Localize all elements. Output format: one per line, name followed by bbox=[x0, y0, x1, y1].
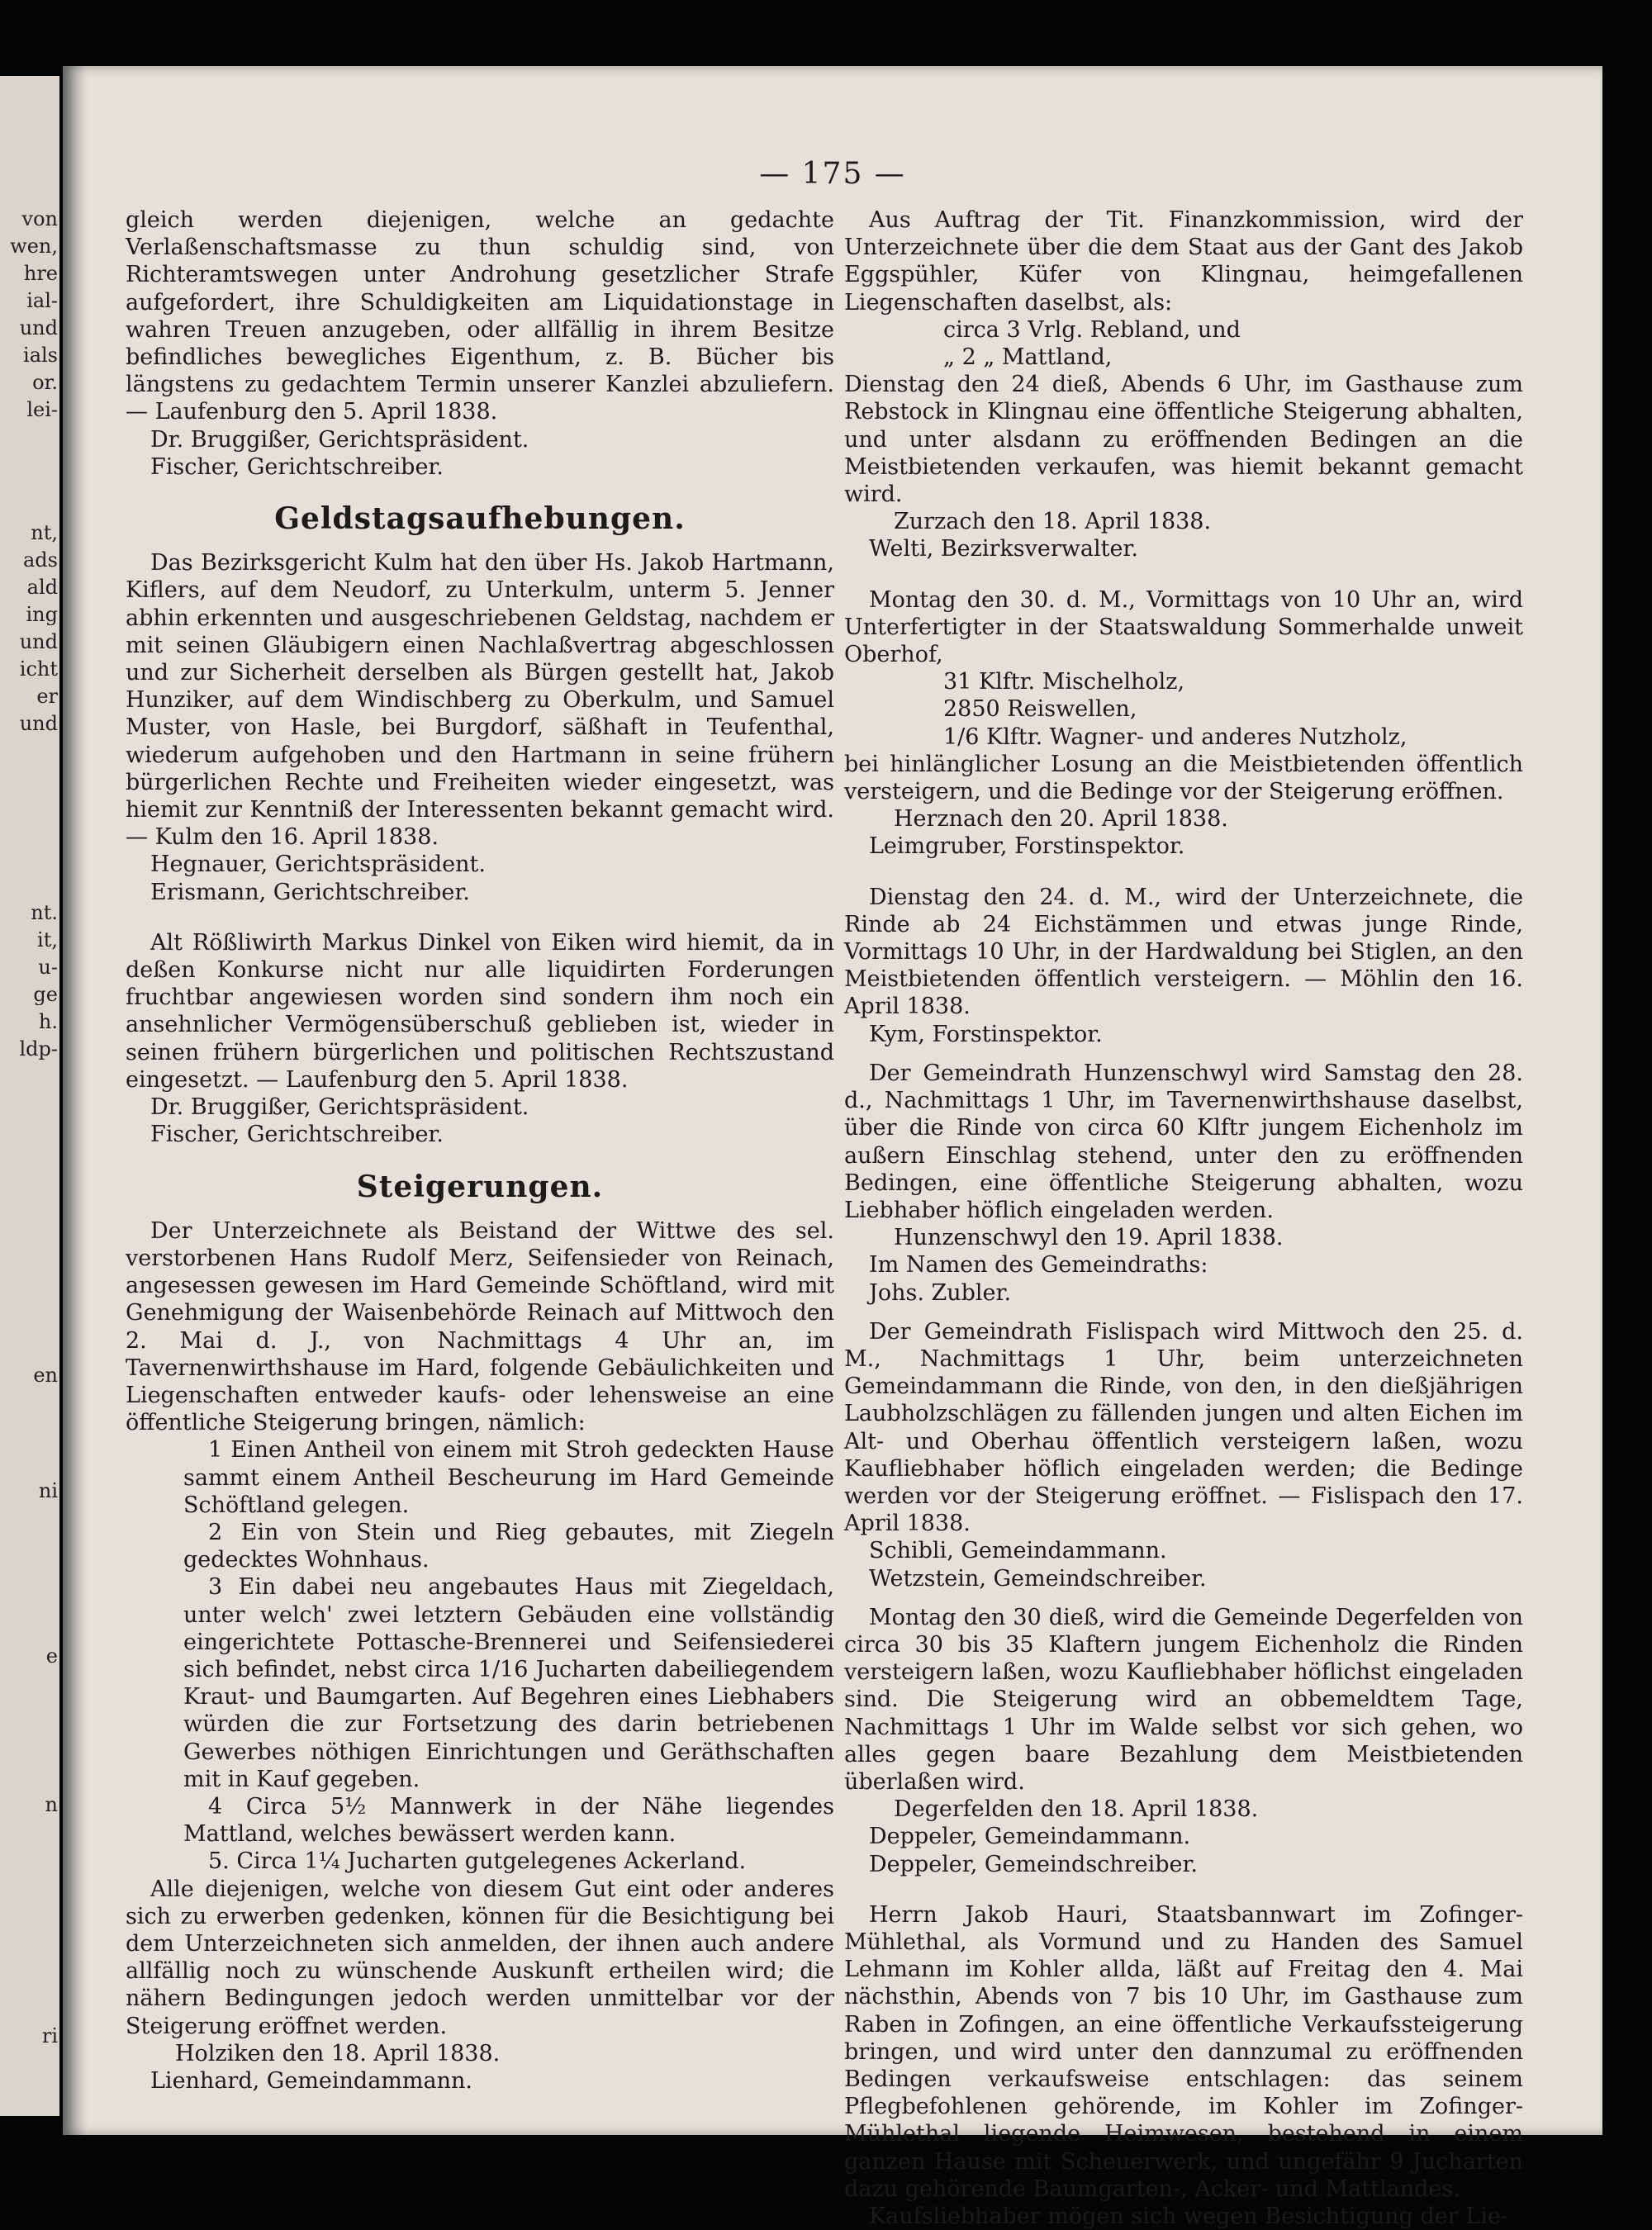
signature: Im Namen des Gemeindraths: bbox=[869, 1252, 1208, 1279]
section-heading-geldstag: Geldstagsaufhebungen. bbox=[274, 501, 686, 537]
left-column bbox=[126, 206, 834, 2095]
right-column bbox=[844, 206, 1523, 2230]
previous-page-edge bbox=[0, 76, 59, 2116]
signature: Dr. Bruggißer, Gerichtspräsident. bbox=[150, 426, 529, 453]
prev-fragment: ge bbox=[33, 984, 58, 1005]
signature: Wetzstein, Gemeindschreiber. bbox=[869, 1565, 1207, 1592]
notice-sommerhalde-cont: bei hinlänglicher Losung an die Meistbietenden öffentlich versteigern, und die Bedinge vor der Steigerung eröffnen. bbox=[844, 751, 1523, 805]
signature: Schibli, Gemeindammann. bbox=[869, 1538, 1167, 1564]
list-item: „ 2 „ Mattland, bbox=[943, 344, 1113, 371]
notice-hauri-tail: Kaufsliebhaber mögen sich wegen Besichtigung der Lie- bbox=[869, 2204, 1508, 2230]
signature: Fischer, Gerichtschreiber. bbox=[150, 453, 444, 480]
prev-fragment: von bbox=[21, 208, 58, 230]
list-item: 2 Ein von Stein und Rieg gebautes, mit Ziegeln gedecktes Wohnhaus. bbox=[183, 1519, 834, 1573]
notice-date: Degerfelden den 18. April 1838. bbox=[894, 1796, 1259, 1823]
prev-fragment: ri bbox=[41, 2025, 58, 2047]
notice-hartmann: Das Bezirksgericht Kulm hat den über Hs. Jakob Hartmann, Kiflers, auf dem Neudorf, zu Unterkulm, unterm 5. Jenner abhin erkennten und ausgeschriebenen Geldstag, nachdem er mit seinen Gläubigern einen Nachlaßvertrag abgeschlossen und zur Sicherheit derselben als Bürgen gestellt hat, Jakob Hunziker, auf dem Windischberg zu Oberkulm, und Samuel Muster, von Hasle, bei Burgdorf, säßhaft in Teufenthal, wiederum aufgehoben und den Hartmann in seine frühern bürgerlichen Rechte und Freiheiten wieder eingesetzt, was hiemit zur Kenntniß der Interessenten bekannt gemacht wird. — Kulm den 16. April 1838. bbox=[126, 550, 834, 851]
list-item: circa 3 Vrlg. Rebland, und bbox=[943, 316, 1241, 343]
list-item: 2850 Reiswellen, bbox=[943, 696, 1137, 723]
prev-fragment: h. bbox=[38, 1011, 58, 1032]
list-item: 3 Ein dabei neu angebautes Haus mit Ziegeldach, unter welch' zwei letztern Gebäuden eine vollständig eingerichtete Pottasche-Brennerei und Seifensiederei sich befindet, nebst circa 1/16 Jucharten dabeiliegendem Kraut- und Baumgarten. Auf Begehren eines Liebhabers würden die zur Fortsetzung des darin betriebenen Gewerbes nöthigen Einrichtungen und Geräthschaften mit in Kauf gegeben. bbox=[183, 1574, 834, 1792]
signature: Lienhard, Gemeindammann. bbox=[150, 2068, 472, 2094]
prev-fragment: icht bbox=[19, 658, 58, 680]
prev-fragment: und bbox=[19, 631, 58, 652]
notice-sommerhalde: Montag den 30. d. M., Vormittags von 10 Uhr an, wird Unterfertigter in der Staatswaldung Sommerhalde unweit Oberhof, bbox=[844, 586, 1523, 668]
prev-fragment: ldp- bbox=[19, 1038, 58, 1060]
signature: Dr. Bruggißer, Gerichtspräsident. bbox=[150, 1094, 529, 1121]
prev-fragment: or. bbox=[32, 372, 58, 393]
prev-fragment: nt, bbox=[31, 522, 58, 543]
intro-notice: gleich werden diejenigen, welche an gedachte Verlaßenschaftsmasse zu thun schuldig sind, von Richteramtswegen unter Androhung gesetzlicher Strafe aufgefordert, ihre Schuldigkeiten am Liquidationstage in wahren Treuen anzugeben, oder allfällig in ihrem Besitze befindliches bewegliches Eigenthum, z. B. Bücher bis längstens zu gedachtem Termin unserer Kanzlei abzuliefern. — Laufenburg den 5. April 1838. bbox=[126, 207, 834, 425]
notice-date: Zurzach den 18. April 1838. bbox=[894, 509, 1212, 535]
signature: Welti, Bezirksverwalter. bbox=[869, 536, 1138, 562]
notice-date: Holziken den 18. April 1838. bbox=[175, 2040, 501, 2066]
prev-fragment: hre bbox=[23, 263, 58, 284]
list-item: 1/6 Klftr. Wagner- und anderes Nutzholz, bbox=[943, 724, 1408, 750]
notice-hunzenschwyl: Der Gemeindrath Hunzenschwyl wird Samstag den 28. d., Nachmittags 1 Uhr, im Tavernenwirthshause daselbst, über die Rinde von circa 60 Klftr jungem Eichenholz im außern Einschlag stehend, unter den zu eröffnenden Bedingen, eine öffentliche Steigerung abhalten, wozu Liebhaber höflich eingeladen werden. bbox=[844, 1060, 1523, 1223]
prev-fragment: n bbox=[45, 1794, 58, 1815]
prev-fragment: ni bbox=[38, 1480, 58, 1502]
prev-fragment: er bbox=[36, 686, 58, 707]
notice-dinkel: Alt Rößliwirth Markus Dinkel von Eiken wird hiemit, da in deßen Konkurse nicht nur alle liquidirten Forderungen fruchtbar angewiesen worden sind sondern ihm noch ein ansehnlicher Vermögensüberschuß geblieben ist, wieder in seinen frühern bürgerlichen und politischen Rechtszustand eingesetzt. — Laufenburg den 5. April 1838. bbox=[126, 929, 834, 1093]
prev-fragment: ial- bbox=[26, 290, 58, 311]
prev-fragment: e bbox=[45, 1645, 58, 1667]
prev-fragment: ads bbox=[23, 549, 58, 571]
notice-merz-tail: Alle diejenigen, welche von diesem Gut eint oder anderes sich zu erwerben gedenken, können für die Besichtigung bei dem Unterzeichneten sich anmelden, der ihnen auch andere allfällig noch zu wünschende Auskunft ertheilen wird; die nähern Bedingungen jedoch werden unmittelbar vor der Steigerung eröffnet werden. bbox=[126, 1876, 834, 2039]
signature: Erismann, Gerichtschreiber. bbox=[150, 879, 470, 905]
prev-fragment: ials bbox=[23, 344, 58, 366]
notice-hauri: Herrn Jakob Hauri, Staatsbannwart im Zofinger-Mühlethal, als Vormund und zu Handen des Samuel Lehmann im Kohler allda, läßt auf Freitag den 4. Mai nächsthin, Abends von 7 bis 10 Uhr, im Gasthause zum Raben in Zofingen, an eine öffentliche Verkaufssteigerung bringen, und wird unter den dannzumal zu eröffnenden Bedingen verkaufsweise entschlagen: das seinem Pflegbefohlenen gehörende, im Kohler im Zofinger-Mühlethal liegende Heimwesen, bestehend in einem ganzen Hause mit Scheuerwerk, und ungefähr 9 Jucharten dazu gehörende Baumgarten-, Acker- und Mattlandes. bbox=[844, 1901, 1523, 2202]
signature: Fischer, Gerichtschreiber. bbox=[150, 1122, 444, 1148]
notice-eggspuehler-cont: Dienstag den 24 dieß, Abends 6 Uhr, im Gasthause zum Rebstock in Klingnau eine öffentliche Steigerung abhalten, und unter alsdann zu eröffnenden Bedingen an die Meistbietenden verkaufen, was hiemit bekannt gemacht wird. bbox=[844, 372, 1523, 508]
page-fold-shadow bbox=[63, 66, 88, 2135]
prev-fragment: wen, bbox=[10, 235, 58, 257]
notice-moehlin: Dienstag den 24. d. M., wird der Unterzeichnete, die Rinde ab 24 Eichstämmen und etwas junge Rinde, Vormittags 10 Uhr, in der Hardwaldung bei Stiglen, an den Meistbietenden öffentlich versteigern. — Möhlin den 16. April 1838. bbox=[844, 884, 1523, 1020]
prev-fragment: und bbox=[19, 317, 58, 339]
notice-fislispach: Der Gemeindrath Fislispach wird Mittwoch den 25. d. M., Nachmittags 1 Uhr, beim unterzeichneten Gemeindammann die Rinde, von den, in den dießjährigen Laubholzschlägen zu fällenden jungen und alten Eichen im Alt- und Oberhau öffentlich versteigern laßen, wozu Kaufliebhaber höflich eingeladen werden; die Bedinge werden vor der Steigerung eröffnet. — Fislispach den 17. April 1838. bbox=[844, 1318, 1523, 1537]
prev-fragment: it, bbox=[37, 929, 58, 951]
newspaper-page bbox=[63, 66, 1602, 2230]
list-item: 31 Klftr. Mischelholz, bbox=[943, 669, 1185, 695]
notice-merz: Der Unterzeichnete als Beistand der Wittwe des sel. verstorbenen Hans Rudolf Merz, Seifensieder von Reinach, angesessen gewesen im Hard Gemeinde Schöftland, wird mit Genehmigung der Waisenbehörde Reinach auf Mittwoch den 2. Mai d. J., von Nachmittags 4 Uhr an, im Tavernenwirthshause im Hard, folgende Gebäulichkeiten und Liegenschaften entweder kaufs- oder lehensweise an eine öffentliche Steigerung bringen, nämlich: bbox=[126, 1217, 834, 1436]
prev-fragment: ald bbox=[26, 576, 58, 598]
prev-fragment: en bbox=[33, 1364, 58, 1386]
notice-date: Hunzenschwyl den 19. April 1838. bbox=[894, 1225, 1284, 1251]
notice-eggspuehler: Aus Auftrag der Tit. Finanzkommission, wird der Unterzeichnete über die dem Staat aus der Gant des Jakob Eggspühler, Küfer von Klingnau, heimgefallenen Liegenschaften daselbst, als: bbox=[844, 207, 1523, 316]
signature: Johs. Zubler. bbox=[869, 1279, 1012, 1306]
signature: Deppeler, Gemeindschreiber. bbox=[869, 1851, 1198, 1877]
prev-fragment: lei- bbox=[26, 399, 58, 420]
prev-fragment: ing bbox=[26, 604, 58, 625]
list-item: 5. Circa 1¼ Jucharten gutgelegenes Ackerland. bbox=[208, 1848, 747, 1875]
notice-degerfelden: Montag den 30 dieß, wird die Gemeinde Degerfelden von circa 30 bis 35 Klaftern jungem Eichenholz die Rinden versteigern laßen, wozu Kaufliebhaber höflichst eingeladen sind. Die Steigerung wird an obbemeldtem Tage, Nachmittags 1 Uhr im Walde selbst vor sich gehen, wo alles gegen baare Bezahlung dem Meistbietenden überlaßen wird. bbox=[844, 1604, 1523, 1795]
prev-fragment: und bbox=[19, 713, 58, 734]
page-number: — 175 — bbox=[759, 157, 906, 191]
list-item: 4 Circa 5½ Mannwerk in der Nähe liegendes Mattland, welches bewässert werden kann. bbox=[183, 1793, 834, 1848]
prev-fragment: nt. bbox=[31, 902, 58, 923]
section-heading-steigerungen: Steigerungen. bbox=[356, 1169, 604, 1204]
signature: Deppeler, Gemeindammann. bbox=[869, 1824, 1191, 1850]
signature: Hegnauer, Gerichtspräsident. bbox=[150, 852, 486, 878]
signature: Kym, Forstinspektor. bbox=[869, 1021, 1103, 1047]
notice-date: Herznach den 20. April 1838. bbox=[894, 806, 1228, 833]
list-item: 1 Einen Antheil von einem mit Stroh gedeckten Hause sammt einem Antheil Bescheurung im Hard Gemeinde Schöftland gelegen. bbox=[183, 1437, 834, 1518]
signature: Leimgruber, Forstinspektor. bbox=[869, 833, 1185, 860]
prev-fragment: u- bbox=[38, 956, 58, 978]
